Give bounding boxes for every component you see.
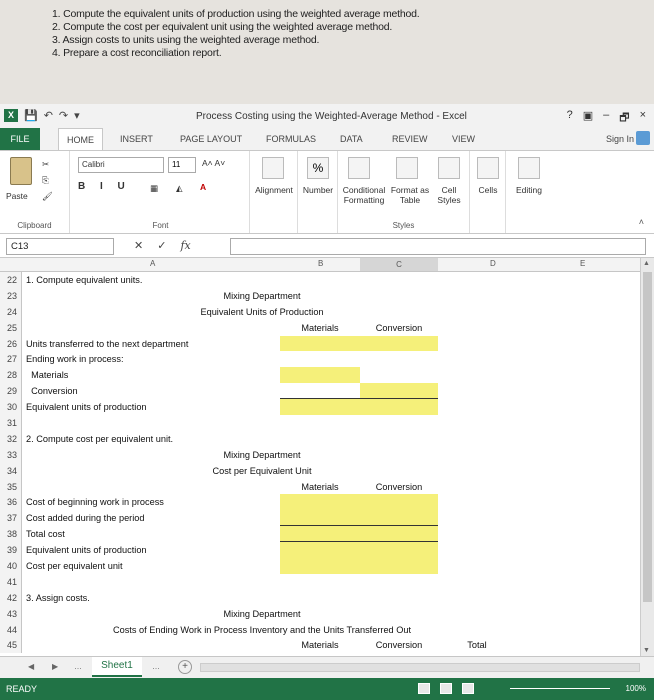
quick-access-toolbar — [4, 109, 80, 122]
cell-c-header[interactable]: Conversion — [375, 481, 423, 492]
row-number[interactable]: 35 — [0, 479, 22, 495]
number-group — [298, 151, 338, 233]
cancel-icon[interactable]: ✕ — [134, 240, 144, 252]
instruction-list — [52, 8, 420, 60]
tab-data[interactable]: DATA — [340, 134, 363, 144]
cell-centered-heading[interactable]: Equivalent Units of Production — [200, 306, 324, 317]
more-sheets-icon[interactable]: … — [74, 662, 82, 671]
row-number[interactable]: 33 — [0, 447, 22, 463]
clipboard-group-label: Clipboard — [17, 221, 52, 230]
alignment-group — [250, 151, 298, 233]
styles-group-label: Styles — [392, 221, 415, 230]
alignment-icon[interactable] — [262, 157, 284, 179]
cell-centered-heading[interactable]: Mixing Department — [223, 290, 301, 301]
paste-icon[interactable] — [10, 157, 32, 185]
input-cell[interactable] — [360, 336, 438, 352]
row-number[interactable]: 44 — [0, 622, 22, 638]
worksheet-grid[interactable] — [0, 258, 640, 656]
column-headers — [0, 258, 640, 272]
row-number[interactable]: 40 — [0, 558, 22, 574]
format-as-table-icon[interactable] — [396, 157, 418, 179]
cells-icon[interactable] — [477, 157, 499, 179]
table-row — [0, 494, 640, 510]
fill-color-icon[interactable]: ◭ — [176, 183, 183, 193]
cell-b-header[interactable]: Materials — [301, 322, 339, 333]
tab-view[interactable]: VIEW — [452, 134, 476, 144]
table-row — [0, 479, 640, 495]
cut-icon[interactable]: ✂ — [42, 159, 50, 169]
insert-function-icon[interactable]: fx — [180, 239, 191, 252]
printed-instructions — [0, 0, 654, 104]
cell-centered-heading[interactable]: Mixing Department — [223, 608, 301, 619]
cell-centered-heading[interactable]: Cost per Equivalent Unit — [212, 465, 312, 476]
cell-c-header[interactable]: Conversion — [375, 322, 423, 333]
cell-styles-button[interactable]: Cell Styles — [437, 185, 461, 205]
input-cell[interactable] — [280, 542, 360, 558]
alignment-button[interactable]: Alignment — [255, 185, 293, 195]
row-number[interactable]: 36 — [0, 494, 22, 510]
font-name-select[interactable]: Calibri — [78, 157, 164, 173]
enter-icon[interactable]: ✓ — [157, 240, 167, 252]
table-row — [0, 399, 640, 415]
column-header-c[interactable]: C — [360, 258, 438, 271]
row-number[interactable]: 26 — [0, 336, 22, 352]
cell-a[interactable]: 2. Compute cost per equivalent unit. — [26, 433, 174, 444]
title-bar — [0, 104, 654, 128]
formula-input[interactable] — [230, 238, 646, 255]
row-number[interactable]: 42 — [0, 590, 22, 606]
normal-view-icon[interactable] — [418, 683, 430, 694]
cells-group — [470, 151, 506, 233]
ribbon-tabs — [0, 128, 654, 150]
tab-review[interactable]: REVIEW — [392, 134, 428, 144]
instruction-item: 2. Compute the cost per equivalent unit using the weighted average method. — [52, 21, 393, 33]
table-row — [0, 351, 640, 367]
instruction-item: 3. Assign costs to units using the weighted average method. — [52, 34, 320, 46]
page-break-view-icon[interactable] — [462, 683, 474, 694]
cell-a[interactable]: Units transferred to the next department — [26, 338, 189, 349]
table-row — [0, 526, 640, 542]
table-row — [0, 622, 640, 638]
table-row — [0, 558, 640, 574]
table-row — [0, 431, 640, 447]
input-cell[interactable] — [280, 399, 360, 415]
styles-group — [338, 151, 470, 233]
format-painter-icon[interactable]: 🖌 — [42, 191, 53, 201]
user-avatar-icon[interactable] — [636, 131, 650, 145]
font-format-buttons[interactable]: B I U — [78, 181, 131, 192]
next-sheet-icon[interactable]: ▶ — [52, 662, 59, 671]
redo-icon[interactable]: ↷ — [58, 110, 69, 122]
table-row — [0, 463, 640, 479]
vertical-scrollbar[interactable] — [640, 258, 654, 656]
status-bar — [0, 678, 654, 700]
name-box[interactable]: C13 — [6, 238, 114, 255]
number-button[interactable]: Number — [302, 185, 334, 195]
percent-icon[interactable]: % — [307, 157, 329, 179]
clipboard-group — [0, 151, 70, 233]
table-row — [0, 510, 640, 526]
cell-a[interactable]: Ending work in process: — [26, 354, 124, 365]
sheet-rows — [0, 272, 640, 653]
tab-formulas[interactable]: FORMULAS — [266, 134, 317, 144]
input-cell[interactable] — [280, 558, 360, 574]
view-buttons — [418, 683, 474, 694]
formula-buttons — [134, 239, 191, 252]
row-number[interactable]: 39 — [0, 542, 22, 558]
instruction-item: 1. Compute the equivalent units of production using the weighted average method. — [52, 8, 420, 20]
cell-a[interactable]: Total cost — [26, 529, 65, 540]
conditional-formatting-icon[interactable] — [348, 157, 370, 179]
editing-button[interactable]: Editing — [516, 185, 542, 195]
ribbon — [0, 150, 654, 234]
input-cell[interactable] — [360, 558, 438, 574]
cell-a[interactable]: Conversion — [26, 386, 78, 397]
table-row — [0, 383, 640, 399]
status-ready: READY — [6, 684, 38, 694]
table-row — [0, 272, 640, 288]
tab-insert[interactable]: INSERT — [120, 134, 153, 144]
editing-group — [506, 151, 552, 233]
cell-centered-heading[interactable]: Mixing Department — [223, 449, 301, 460]
cell-a[interactable]: Equivalent units of production — [26, 545, 147, 556]
table-row — [0, 336, 640, 352]
sign-in-link[interactable]: Sign In — [605, 134, 634, 144]
cells-button[interactable]: Cells — [478, 185, 498, 195]
restore-icon[interactable]: 🗗 — [619, 112, 630, 124]
instruction-item: 4. Prepare a cost reconciliation report. — [52, 47, 222, 59]
input-cell[interactable] — [280, 367, 360, 383]
close-icon[interactable]: × — [639, 109, 646, 121]
row-number[interactable]: 41 — [0, 574, 22, 590]
formula-bar — [0, 234, 654, 258]
font-size-select[interactable]: 11 — [168, 157, 196, 173]
cell-a[interactable]: Materials — [26, 370, 69, 381]
font-color-icon[interactable]: A — [200, 182, 207, 192]
add-sheet-icon[interactable]: + — [178, 660, 192, 674]
tab-file[interactable]: FILE — [0, 128, 40, 150]
row-number[interactable]: 25 — [0, 320, 22, 336]
tab-home[interactable]: HOME — [58, 128, 103, 150]
row-number[interactable]: 43 — [0, 606, 22, 622]
excel-logo-icon: X — [4, 109, 18, 122]
input-cell[interactable] — [280, 336, 360, 352]
ribbon-display-icon[interactable]: ▣ — [582, 110, 594, 122]
column-header-d[interactable]: D — [490, 259, 496, 268]
row-number[interactable]: 32 — [0, 431, 22, 447]
table-row — [0, 288, 640, 304]
column-header-a[interactable]: A — [150, 259, 156, 268]
prev-sheet-icon[interactable]: ◀ — [28, 662, 35, 671]
customize-qat-icon[interactable]: ▾ — [74, 110, 80, 122]
cell-b-header[interactable]: Materials — [301, 481, 339, 492]
row-number[interactable]: 38 — [0, 526, 22, 542]
scroll-down-icon[interactable]: ▼ — [643, 647, 650, 654]
paste-button[interactable]: Paste — [6, 191, 28, 201]
cell-a[interactable]: Cost of beginning work in process — [26, 497, 164, 508]
table-row — [0, 606, 640, 622]
input-cell[interactable] — [360, 526, 438, 542]
tab-page-layout[interactable]: PAGE LAYOUT — [180, 134, 243, 144]
row-number[interactable]: 22 — [0, 272, 22, 288]
column-header-b[interactable]: B — [318, 259, 324, 268]
borders-icon[interactable]: ▦ — [150, 183, 159, 193]
row-number[interactable]: 23 — [0, 288, 22, 304]
undo-icon[interactable]: ↶ — [43, 110, 53, 122]
cell-styles-icon[interactable] — [438, 157, 460, 179]
table-row — [0, 637, 640, 653]
row-number[interactable]: 45 — [0, 637, 22, 653]
table-row — [0, 304, 640, 320]
zoom-level[interactable]: 100% — [625, 684, 646, 693]
row-number[interactable]: 29 — [0, 383, 22, 399]
input-cell[interactable] — [360, 399, 438, 415]
save-icon[interactable]: 💾 — [24, 110, 38, 122]
scroll-up-icon[interactable]: ▲ — [643, 260, 650, 267]
table-row — [0, 574, 640, 590]
window-title: Process Costing using the Weighted-Average Method - Excel — [196, 111, 467, 122]
input-cell[interactable] — [280, 494, 360, 510]
collapse-ribbon-icon[interactable]: ˄ — [638, 217, 644, 227]
row-number[interactable]: 27 — [0, 351, 22, 367]
row-number[interactable]: 31 — [0, 415, 22, 431]
scroll-thumb[interactable] — [643, 272, 652, 602]
table-row — [0, 367, 640, 383]
table-row — [0, 542, 640, 558]
cell-d-header[interactable]: Total — [467, 640, 487, 651]
cell-a[interactable]: 3. Assign costs. — [26, 592, 90, 603]
sheet-tab-sheet1[interactable]: Sheet1 — [92, 657, 142, 677]
table-row — [0, 320, 640, 336]
cell-a[interactable]: Equivalent units of production — [26, 402, 147, 413]
row-number[interactable]: 37 — [0, 510, 22, 526]
cell-a[interactable]: Cost per equivalent unit — [26, 561, 123, 572]
row-number[interactable]: 24 — [0, 304, 22, 320]
horizontal-scrollbar[interactable] — [200, 663, 640, 672]
font-group — [72, 151, 250, 233]
zoom-slider[interactable] — [510, 688, 610, 689]
sheet-tab-bar — [0, 656, 654, 678]
input-cell[interactable] — [360, 542, 438, 558]
copy-icon[interactable]: ⎘ — [42, 175, 49, 185]
format-as-table-button[interactable]: Format as Table — [390, 185, 430, 205]
row-number[interactable]: 28 — [0, 367, 22, 383]
help-icon[interactable]: ? — [566, 109, 573, 121]
more-sheets-right-icon[interactable]: … — [152, 662, 160, 671]
table-row — [0, 590, 640, 606]
page-layout-view-icon[interactable] — [440, 683, 452, 694]
input-cell[interactable] — [360, 494, 438, 510]
input-cell[interactable] — [280, 526, 360, 542]
column-header-e[interactable]: E — [580, 259, 586, 268]
excel-window — [0, 104, 654, 700]
cell-a[interactable]: Cost added during the period — [26, 513, 145, 524]
table-row — [0, 447, 640, 463]
row-number[interactable]: 30 — [0, 399, 22, 415]
conditional-formatting-button[interactable]: Conditional Formatting — [342, 185, 386, 205]
window-controls — [567, 109, 646, 128]
minimize-icon[interactable]: – — [603, 109, 610, 121]
input-cell[interactable] — [280, 510, 360, 526]
table-row — [0, 415, 640, 431]
row-number[interactable]: 34 — [0, 463, 22, 479]
input-cell[interactable] — [360, 383, 438, 399]
cell-centered-heading[interactable]: Costs of Ending Work in Process Inventory and the Units Transferred Out — [112, 624, 412, 635]
input-cell[interactable] — [360, 510, 438, 526]
cell-c-header[interactable]: Conversion — [375, 640, 423, 651]
cell-a[interactable]: 1. Compute equivalent units. — [26, 275, 143, 285]
binoculars-icon[interactable] — [518, 157, 540, 179]
grow-font-icon[interactable]: A˄ A˅ — [202, 158, 226, 168]
font-group-label: Font — [152, 221, 169, 230]
cell-b-header[interactable]: Materials — [301, 640, 339, 651]
